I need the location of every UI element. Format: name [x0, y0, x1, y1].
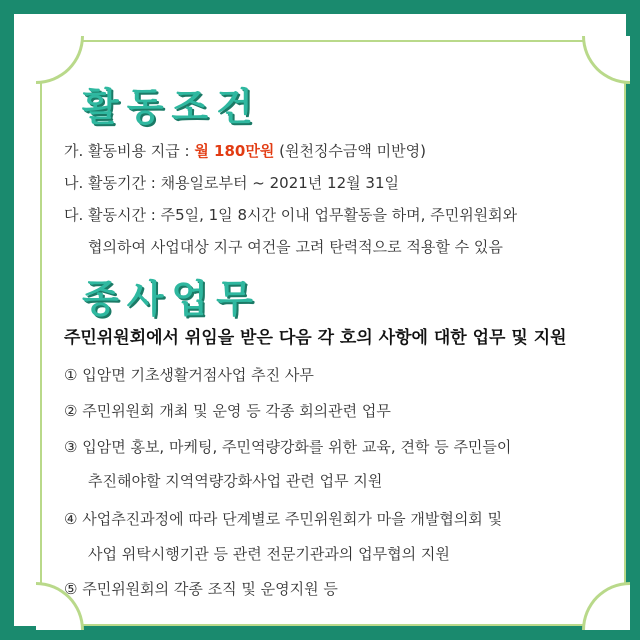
pay-amount: 월 180만원	[194, 142, 275, 160]
hours-line-1: 다. 활동시간 : 주5일, 1일 8시간 이내 업무활동을 하며, 주민위원회와	[64, 206, 518, 224]
pay-line	[64, 140, 426, 161]
pay-prefix: 가. 활동비용 지급 :	[64, 142, 195, 160]
duty-item-4-cont: 사업 위탁시행기관 등 관련 전문기관과의 업무협의 지원	[88, 545, 450, 563]
duty-item-5: ⑤ 주민위원회의 각종 조직 및 운영지원 등	[64, 580, 338, 598]
conditions-title: 활동조건	[82, 85, 261, 129]
duty-item-3: ③ 입암면 홍보, 마케팅, 주민역량강화를 위한 교육, 견학 등 주민들이	[64, 438, 512, 456]
period-line: 나. 활동기간 : 채용일로부터 ~ 2021년 12월 31일	[64, 174, 399, 192]
hours-line-2: 협의하여 사업대상 지구 여건을 고려 탄력적으로 적용할 수 있음	[88, 238, 503, 256]
duty-item-1: ① 입암면 기초생활거점사업 추진 사무	[64, 366, 314, 384]
duty-item-2: ② 주민위원회 개최 및 운영 등 각종 회의관련 업무	[64, 402, 391, 420]
duty-item-3-cont: 추진해야할 지역역량강화사업 관련 업무 지원	[88, 472, 383, 490]
pay-suffix: (원천징수금액 미반영)	[274, 142, 426, 160]
duty-item-4: ④ 사업추진과정에 따라 단계별로 주민위원회가 마을 개발협의회 및	[64, 510, 503, 528]
duties-headline: 주민위원회에서 위임을 받은 다음 각 호의 사항에 대한 업무 및 지원	[64, 328, 567, 348]
duties-title: 종사업무	[82, 277, 261, 321]
